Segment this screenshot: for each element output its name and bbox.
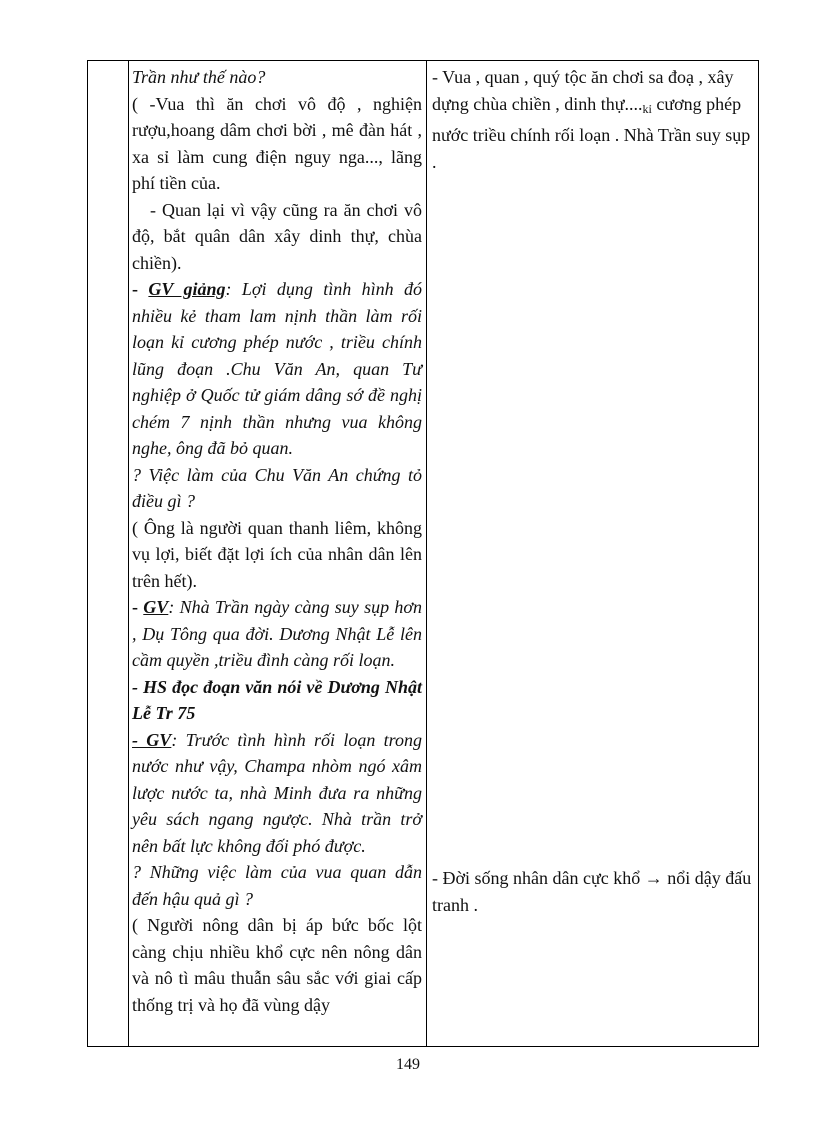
gv-lecture-3 [132, 727, 422, 860]
answer-consequences: ( Người nông dân bị áp bức bốc lột càng chịu nhiều khổ cực nên nông dân và nô tì mâu thuẫn sâu sắc với giai cấp thống trị và họ đã vùng dậy [132, 915, 422, 1015]
teacher-student-activity-column [132, 64, 422, 1018]
column-divider-right [426, 61, 427, 1046]
content-point-2 [432, 865, 757, 918]
gv-lecture-text: : Trước tình hình rối loạn trong nước như vậy, Champa nhòm ngó xâm lược nước ta, nhà Minh đưa ra những yêu sách ngang ngược. Nhà trần trở nên bất lực không đối phó được. [132, 729, 423, 856]
gv-prefix: - [132, 279, 149, 299]
question-consequences: ? Những việc làm của vua quan dẫn đến hậu quả gì ? [132, 862, 422, 909]
gv-label: GV [143, 597, 169, 617]
answer-officials: - Quan lại vì vậy cũng ra ăn chơi vô độ, bắt quân dân xây dinh thự, chùa chiền). [132, 199, 422, 273]
content-text: - Đời sống nhân dân cực khổ [432, 868, 645, 888]
gv-lecture-text: : Lợi dụng tình hình đó nhiều kẻ tham lam nịnh thần làm rối loạn kỉ cương phép nước , triều chính lũng đoạn .Chu Văn An, quan Tư nghiệp ở Quốc tử giám dâng sớ đề nghị chém 7 nịnh thần nhưng vua không nghe, ông đã bỏ quan. [132, 279, 422, 458]
content-text: nổi dậy đấu tranh . [432, 868, 752, 915]
gv-lecture-text: : Nhà Trần ngày càng suy sụp hơn , Dụ Tông qua đời. Dương Nhật Lễ lên cầm quyền ,triều đình càng rối loạn. [132, 597, 422, 670]
page-number: 149 [396, 1056, 420, 1073]
question-intro: Trần như thế nào? [132, 67, 266, 87]
column-divider-left [128, 61, 129, 1046]
answer-king: ( -Vua thì ăn chơi vô độ , nghiện rượu,hoang dâm chơi bời , mê đàn hát , xa sỉ làm cung điện nguy nga..., lãng phí tiền của. [132, 93, 422, 193]
student-reading-task: - HS đọc đoạn văn nói về Dương Nhật Lễ Tr 75 [132, 676, 422, 723]
content-point-1 [432, 64, 757, 175]
gv-label: GV giảng [148, 279, 226, 299]
content-text-small: kỉ [642, 101, 652, 116]
right-arrow-icon: → [644, 868, 663, 888]
lesson-table [87, 60, 759, 1047]
gv-prefix: - [132, 597, 144, 617]
gv-label: - GV [132, 729, 172, 750]
lesson-content-column [432, 64, 757, 918]
gv-lecture-2 [132, 594, 422, 674]
content-text: - Vua , quan , quý tộc ăn chơi sa đoạ , xây dựng chùa chiền , dinh thự.... [432, 67, 734, 114]
question-chu-van-an: ? Việc làm của Chu Văn An chứng tỏ điều gì ? [132, 464, 422, 511]
spacer [432, 175, 757, 865]
answer-chu-van-an: ( Ông là người quan thanh liêm, không vụ lợi, biết đặt lợi ích của nhân dân lên trên hết). [132, 517, 422, 591]
gv-lecture-1 [132, 276, 422, 462]
content-text: cương phép nước triều chính rối loạn . Nhà Trần suy sụp . [432, 93, 751, 172]
